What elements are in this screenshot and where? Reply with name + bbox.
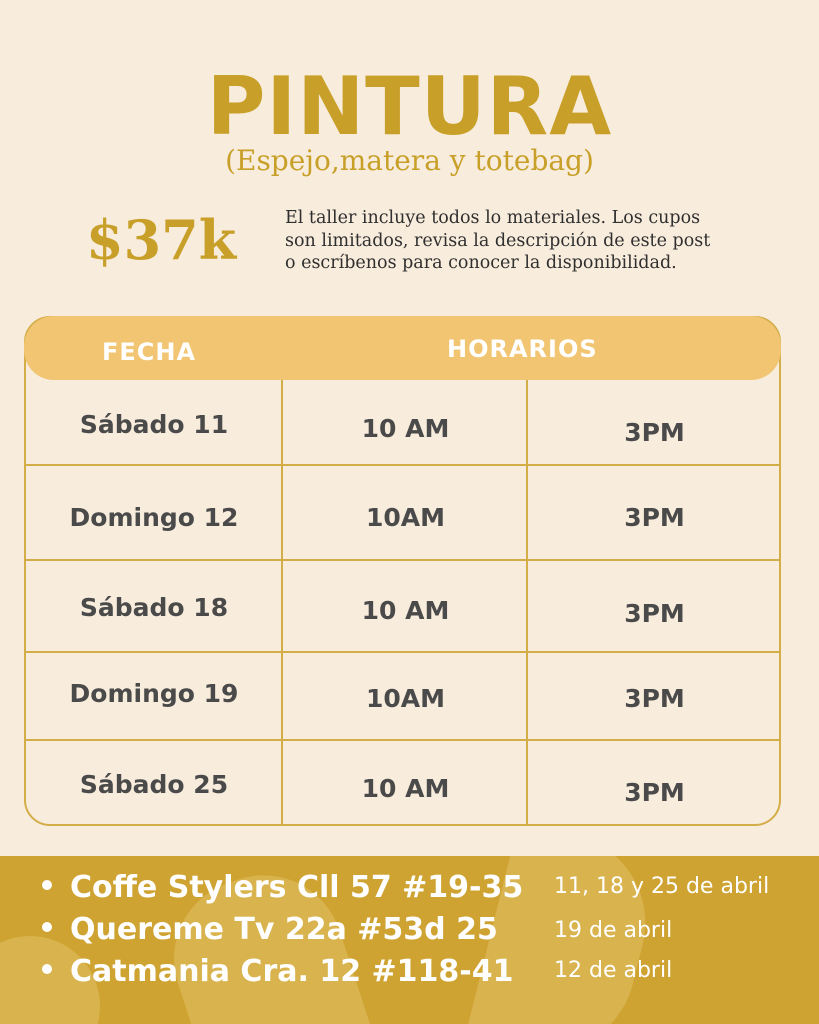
location-name: Catmania Cra. 12 #118-41 <box>70 954 514 989</box>
row-morning-time: 10 AM <box>361 774 450 803</box>
row-divider <box>26 559 780 561</box>
description-line: El taller incluye todos lo materiales. Los cupos <box>285 208 701 228</box>
row-divider <box>26 739 780 741</box>
page-subtitle: (Espejo,matera y totebag) <box>225 144 594 177</box>
row-morning-time: 10AM <box>365 503 446 532</box>
row-date: Sábado 18 <box>79 593 229 622</box>
bullet-icon <box>42 922 52 932</box>
location-dates: 12 de abril <box>554 958 673 983</box>
row-divider <box>26 651 780 653</box>
location-item <box>42 870 523 905</box>
description <box>285 207 785 275</box>
row-afternoon-time: 3PM <box>624 503 685 532</box>
row-morning-time: 10 AM <box>361 414 450 443</box>
column-header-fecha: FECHA <box>102 338 197 366</box>
row-date: Sábado 11 <box>79 410 229 439</box>
bullet-icon <box>42 964 52 974</box>
location-item <box>42 912 498 947</box>
row-date: Sábado 25 <box>79 770 229 799</box>
location-dates: 11, 18 y 25 de abril <box>554 874 770 899</box>
row-date: Domingo 12 <box>69 503 239 532</box>
schedule-table <box>24 316 781 826</box>
price: $37k <box>86 208 237 272</box>
row-morning-time: 10AM <box>365 684 446 713</box>
location-name: Coffe Stylers Cll 57 #19-35 <box>70 870 524 905</box>
bullet-icon <box>42 880 52 890</box>
row-afternoon-time: 3PM <box>624 418 685 447</box>
row-divider <box>26 464 780 466</box>
row-morning-time: 10 AM <box>361 596 450 625</box>
location-dates: 19 de abril <box>554 918 673 943</box>
row-afternoon-time: 3PM <box>624 599 685 628</box>
description-line: o escríbenos para conocer la disponibilidad. <box>285 253 677 273</box>
location-item <box>42 954 513 989</box>
page-title: PINTURA <box>206 60 613 153</box>
column-header-horarios: HORARIOS <box>447 335 598 363</box>
row-afternoon-time: 3PM <box>624 778 685 807</box>
description-line: son limitados, revisa la descripción de este post <box>285 230 711 251</box>
location-name: Quereme Tv 22a #53d 25 <box>70 912 498 947</box>
row-date: Domingo 19 <box>69 679 239 708</box>
row-afternoon-time: 3PM <box>624 684 685 713</box>
